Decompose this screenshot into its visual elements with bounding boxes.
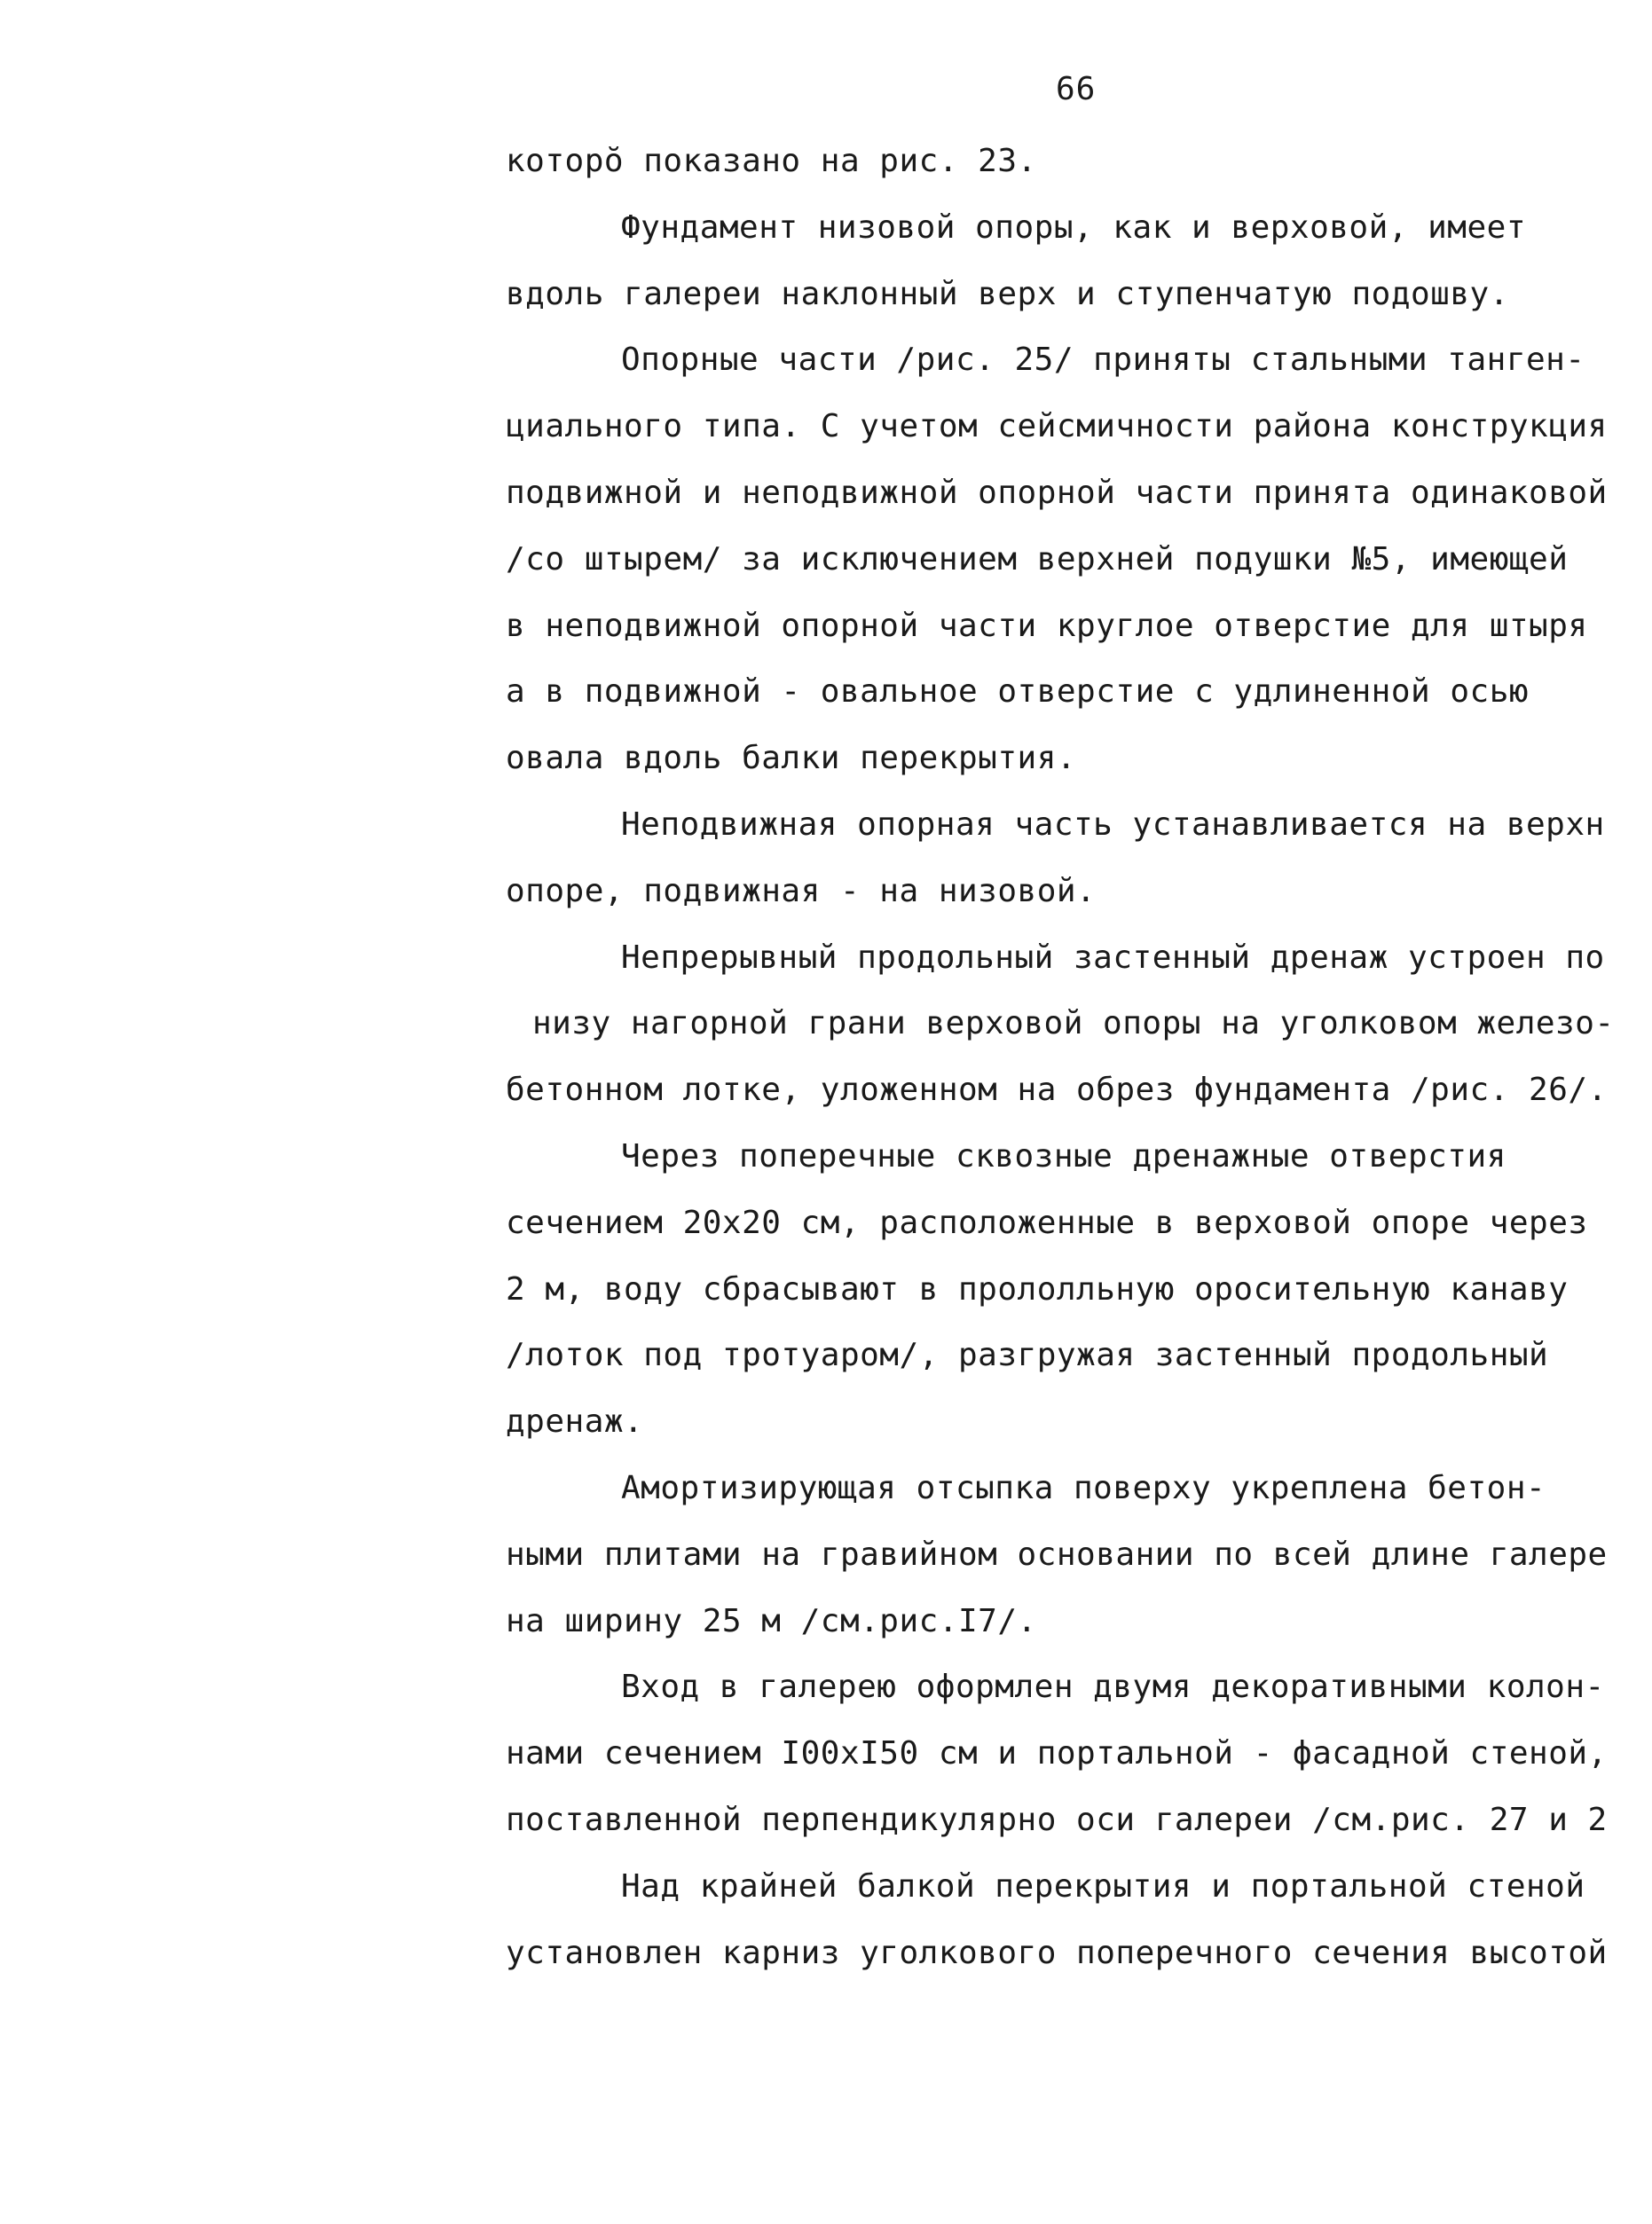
- paragraph-start-line: Вход в галерею оформлен двумя декоративными колон-: [621, 1669, 1605, 1706]
- page-number: 66: [1056, 71, 1097, 107]
- text-line: 2 м, воду сбрасывают в прололльную оросительную канаву: [506, 1270, 1569, 1308]
- text-line: /лоток под тротуаром/, разгружая застенный продольный: [506, 1337, 1549, 1374]
- paragraph-start-line: Непрерывный продольный застенный дренаж устроен по: [621, 939, 1605, 976]
- text-line: опоре, подвижная - на низовой.: [506, 872, 1097, 909]
- paragraph-start-line: Опорные части /рис. 25/ приняты стальными танген-: [621, 342, 1585, 379]
- text-line: на ширину 25 м /см.рис.I7/.: [506, 1602, 1037, 1639]
- text-line: бетонном лотке, уложенном на обрез фундамента /рис. 26/.: [506, 1072, 1608, 1109]
- text-line: нами сечением I00хI50 см и портальной - фасадной стеной,: [506, 1735, 1608, 1772]
- text-line: дренаж.: [506, 1403, 644, 1441]
- text-line: подвижной и неподвижной опорной части принята одинаковой: [506, 474, 1608, 511]
- paragraph-start-line: Амортизирующая отсыпка поверху укреплена бетон-: [621, 1469, 1546, 1506]
- text-line: ными плитами на гравийном основании по всей длине галере: [506, 1536, 1608, 1573]
- text-line: а в подвижной - овальное отверстие с удлиненной осью: [506, 673, 1530, 711]
- paragraph-start-line: Над крайней балкой перекрытия и портальной стеной: [621, 1867, 1585, 1905]
- text-line: овала вдоль балки перекрытия.: [506, 740, 1077, 777]
- paragraph-start-line: Фундамент низовой опоры, как и верховой, имеет: [621, 208, 1526, 246]
- text-line: сечением 20х20 см, расположенные в верховой опоре через: [506, 1204, 1588, 1241]
- text-line: поставленной перпендикулярно оси галереи /см.рис. 27 и 2: [506, 1801, 1608, 1838]
- paragraph-start-line: Неподвижная опорная часть устанавливается на верхн: [621, 806, 1605, 843]
- text-line: в неподвижной опорной части круглое отверстие для штыря: [506, 607, 1588, 644]
- body-text: [506, 129, 1624, 1986]
- text-line: низу нагорной грани верховой опоры на уголковом железо-: [532, 1005, 1615, 1042]
- paragraph-start-line: Через поперечные сквозные дренажные отверстия: [621, 1137, 1506, 1175]
- text-line: которо̆ показано на рис. 23.: [506, 143, 1037, 179]
- text-line: циального типа. С учетом сейсмичности района конструкция: [506, 408, 1608, 445]
- text-line: вдоль галереи наклонный верх и ступенчатую подошву.: [506, 275, 1509, 312]
- text-line: установлен карниз уголкового поперечного сечения высотой: [506, 1934, 1608, 1971]
- text-line: /со штырем/ за исключением верхней подушки №5, имеющей: [506, 540, 1569, 578]
